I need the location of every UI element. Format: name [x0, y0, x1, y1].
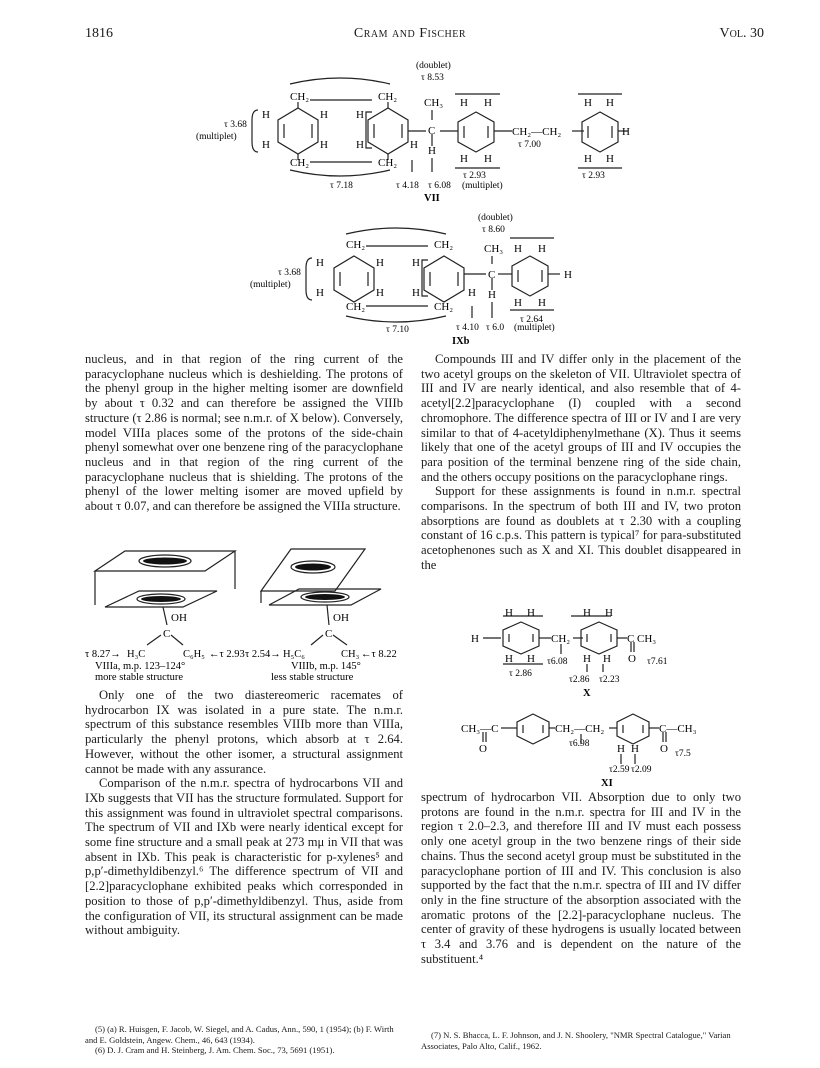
- svg-text:H₅C₆: H₅C₆: [283, 649, 305, 660]
- svg-text:H: H: [488, 289, 496, 301]
- svg-text:H: H: [617, 743, 625, 755]
- running-head-authors: Cram and Fischer: [353, 26, 467, 41]
- svg-text:H: H: [460, 97, 468, 109]
- svg-text:C—CH₃: C—CH₃: [659, 723, 697, 735]
- svg-text:(multiplet): (multiplet): [462, 181, 503, 191]
- svg-text:τ 6.08: τ 6.08: [428, 181, 451, 191]
- volume-label: Vol. 30: [719, 26, 764, 41]
- svg-text:C: C: [325, 628, 333, 640]
- svg-text:H: H: [460, 153, 468, 165]
- svg-text:CH₂: CH₂: [378, 157, 398, 169]
- svg-text:OH: OH: [171, 612, 187, 624]
- svg-text:H: H: [622, 126, 630, 138]
- svg-text:H: H: [468, 287, 476, 299]
- svg-text:H: H: [356, 139, 364, 151]
- figure-x-xi: [421, 608, 741, 788]
- svg-text:τ6.08: τ6.08: [547, 657, 568, 667]
- svg-text:H: H: [316, 287, 324, 299]
- svg-text:τ 3.68: τ 3.68: [278, 268, 301, 278]
- page-number: 1816: [85, 26, 113, 41]
- svg-text:τ 6.0: τ 6.0: [486, 323, 505, 333]
- svg-text:OH: OH: [333, 612, 349, 624]
- svg-text:C: C: [163, 628, 171, 640]
- svg-text:C₆H₅: C₆H₅: [183, 649, 205, 660]
- svg-text:CH₂—CH₂: CH₂—CH₂: [555, 723, 605, 735]
- svg-text:(multiplet): (multiplet): [514, 323, 555, 333]
- svg-text:H: H: [412, 287, 420, 299]
- svg-text:H: H: [316, 257, 324, 269]
- svg-text:(multiplet): (multiplet): [250, 280, 291, 290]
- svg-text:C: C: [488, 269, 496, 281]
- svg-text:CH₃: CH₃: [424, 97, 444, 109]
- svg-text:C: C: [428, 125, 436, 137]
- svg-text:O: O: [660, 743, 668, 755]
- svg-text:τ7.5: τ7.5: [675, 749, 691, 759]
- svg-text:H: H: [320, 109, 328, 121]
- svg-text:H: H: [583, 653, 591, 665]
- svg-text:τ6.98: τ6.98: [569, 739, 590, 749]
- svg-text:H: H: [605, 608, 613, 619]
- paragraph: Compounds III and IV differ only in the placement of the two acetyl groups on the skeleton of VII. Ultraviolet spectra of III and IV are nearly identical, and also resemble that of 4-acetyl[2.2]paracyclophane (I) coupled with a second chromophore. The difference spectra of III or IV and I are very similar to that of 4-acetyldiphenylmethane (X). Thus it seems likely that one of the acetyl groups of III and IV occupies the para position of the terminal benzene ring of the side chain, and the others occupy positions on the paracyclophane rings.: [421, 352, 741, 484]
- viiia-name: VIIIa, m.p. 123–124°: [95, 661, 186, 672]
- svg-text:CH₂—CH₂: CH₂—CH₂: [512, 126, 562, 138]
- footnote: (5) (a) R. Huisgen, F. Jacob, W. Siegel, and A. Cadus, Ann., 590, 1 (1954); (b) F. Wirth and E. Goldstein, Angew. Chem., 46, 643 (1934).: [85, 1024, 394, 1045]
- svg-text:H: H: [606, 97, 614, 109]
- label-xi: XI: [601, 778, 613, 788]
- svg-text:CH₂: CH₂: [551, 633, 571, 645]
- left-column-text-2: [85, 688, 403, 938]
- svg-text:H: H: [356, 109, 364, 121]
- svg-text:τ 7.10: τ 7.10: [386, 325, 409, 335]
- svg-text:H: H: [527, 653, 535, 665]
- right-column-text-1: [421, 352, 741, 573]
- paragraph: Support for these assignments is found in n.m.r. spectral comparisons. In the spectrum of both III and IV, two proton absorptions are found as doublets at τ 2.30 with a coupling constant of 16 c.p.s. This pattern is typical⁷ for para-substituted acetophenones such as X and XI. This doublet disappeared in the: [421, 484, 741, 572]
- svg-text:CH₃: CH₃: [637, 633, 657, 645]
- svg-text:τ2.86: τ2.86: [569, 675, 590, 685]
- svg-text:H: H: [584, 153, 592, 165]
- svg-text:C: C: [627, 633, 635, 645]
- svg-text:H: H: [320, 139, 328, 151]
- svg-text:H: H: [412, 257, 420, 269]
- svg-text:CH₂: CH₂: [434, 239, 454, 251]
- vii-t853: τ 8.53: [421, 73, 444, 83]
- vii-doublet: (doublet): [416, 61, 451, 71]
- figure-viii: [85, 545, 405, 685]
- footnotes-left: [85, 1024, 403, 1056]
- svg-text:CH₂: CH₂: [346, 301, 366, 313]
- svg-text:τ2.59: τ2.59: [609, 765, 630, 775]
- svg-text:CH₃—C: CH₃—C: [461, 723, 499, 735]
- footnote: (7) N. S. Bhacca, L. F. Johnson, and J. N. Shoolery, "NMR Spectral Catalogue," Varian Associates, Palo Alto, Calif., 1962.: [421, 1030, 731, 1051]
- figure-vii-ixb: [0, 50, 820, 350]
- svg-text:τ2.09: τ2.09: [631, 765, 652, 775]
- svg-text:H: H: [514, 243, 522, 255]
- svg-text:H₃C: H₃C: [127, 649, 146, 660]
- ixb-doublet: (doublet): [478, 213, 513, 223]
- paragraph: nucleus, and in that region of the ring current of the paracyclophane nucleus which is deshielding. The protons of the phenyl group in the higher melting isomer are downfield by about τ 0.32 and can therefore be assigned the VIIIb structure (τ 2.86 is normal; see n.m.r. of X below). Conversely, model VIIIa places some of the protons of the side-chain phenyl somewhat over one benzene ring of the paracyclophane nucleus and in that region of the ring current of the paracyclophane nucleus that is shielding. The protons of the phenyl of the lower melting isomer are moved upfield by about τ 0.07, and can therefore be assigned the VIIIa structure.: [85, 352, 403, 514]
- svg-text:CH₂: CH₂: [290, 157, 310, 169]
- paragraph: Only one of the two diastereomeric racemates of hydrocarbon IX was isolated in a pure state. The n.m.r. spectrum of this substance resembles VIIIb more than VIIIa, particularly the phenyl protons, which absorb at τ 2.64. However, without the other isomer, a structural assignment cannot be made with any assurance.: [85, 688, 403, 776]
- svg-text:τ 4.10: τ 4.10: [456, 323, 479, 333]
- viiib-name: VIIIb, m.p. 145°: [291, 661, 361, 672]
- svg-text:τ 2.54→: τ 2.54→: [245, 649, 281, 660]
- svg-text:H: H: [376, 257, 384, 269]
- svg-text:H: H: [564, 269, 572, 281]
- svg-text:H: H: [484, 97, 492, 109]
- svg-text:←τ 8.22: ←τ 8.22: [361, 649, 397, 660]
- svg-text:CH₂: CH₂: [378, 91, 398, 103]
- svg-text:H: H: [603, 653, 611, 665]
- svg-text:H: H: [538, 243, 546, 255]
- svg-text:←τ 2.93: ←τ 2.93: [209, 649, 245, 660]
- paragraph: Comparison of the n.m.r. spectra of hydrocarbons VII and IXb suggests that VII has the structure formulated. Support for this assignment was found in ultraviolet spectral comparisons. The spectrum of VII and IXb were nearly identical except for some fine structure and a small peak at 273 mμ in VII that was absent in IXb. This peak is characteristic for p-xylenes⁵ and p,p′-dimethyldibenzyl.⁶ The difference spectrum of VII and [2.2]paracyclophane exhibited peaks which corresponded in position to those of p,p′-dimethyldibenzyl. Thus, aside from the configuration of VII, its structural assignment can be made without ambiguity.: [85, 776, 403, 938]
- svg-text:H: H: [527, 608, 535, 619]
- viiia-desc: more stable structure: [95, 672, 184, 683]
- svg-text:CH₂: CH₂: [346, 239, 366, 251]
- svg-text:CH₂: CH₂: [290, 91, 310, 103]
- label-vii: VII: [424, 193, 440, 204]
- svg-text:H: H: [410, 139, 418, 151]
- svg-text:H: H: [538, 297, 546, 309]
- svg-text:H: H: [606, 153, 614, 165]
- ixb-t860: τ 8.60: [482, 225, 505, 235]
- svg-text:τ7.61: τ7.61: [647, 657, 668, 667]
- svg-text:τ 8.27→: τ 8.27→: [85, 649, 121, 660]
- left-column-text-1: [85, 352, 403, 514]
- svg-text:H: H: [631, 743, 639, 755]
- svg-text:τ 2.86: τ 2.86: [509, 669, 532, 679]
- paragraph: spectrum of hydrocarbon VII. Absorption due to only two protons are found in the n.m.r. spectra for III and IV in the region τ 2.0–2.3, and therefore III and IV must each possess only one acetyl group in the two benzene rings of their side chains. Thus the second acetyl group must be substituted in the paracyclophane portion of III and IV. This conclusion is also supported by the fact that the n.m.r. spectra of III and IV differ only in the fine structure of the absorption associated with the aromatic protons of the [2.2]-paracyclophane nucleus. The center of gravity of these hydrogens is usually located between τ 3.4 and 3.76 and is dependent on the nature of the substituent.⁴: [421, 790, 741, 966]
- svg-text:τ 2.93: τ 2.93: [463, 171, 486, 181]
- svg-text:O: O: [479, 743, 487, 755]
- svg-text:H: H: [505, 608, 513, 619]
- label-x: X: [583, 688, 591, 699]
- svg-text:H: H: [262, 109, 270, 121]
- svg-text:H: H: [471, 633, 479, 645]
- svg-text:H: H: [584, 97, 592, 109]
- footnotes-right: [421, 1030, 741, 1051]
- label-ixb: IXb: [452, 336, 470, 347]
- svg-text:τ 4.18: τ 4.18: [396, 181, 419, 191]
- svg-text:O: O: [628, 653, 636, 665]
- svg-text:τ2.23: τ2.23: [599, 675, 620, 685]
- svg-text:τ 7.00: τ 7.00: [518, 140, 541, 150]
- svg-text:τ 2.64: τ 2.64: [520, 315, 543, 325]
- svg-text:H: H: [583, 608, 591, 619]
- right-column-text-2: [421, 790, 741, 966]
- svg-text:τ 7.18: τ 7.18: [330, 181, 353, 191]
- svg-text:H: H: [376, 287, 384, 299]
- vii-multiplet: (multiplet): [196, 132, 237, 142]
- svg-text:CH₂: CH₂: [434, 301, 454, 313]
- svg-text:H: H: [505, 653, 513, 665]
- svg-text:H: H: [484, 153, 492, 165]
- svg-text:τ 2.93: τ 2.93: [582, 171, 605, 181]
- svg-text:CH₃: CH₃: [484, 243, 504, 255]
- svg-text:H: H: [428, 145, 436, 157]
- svg-text:CH₃: CH₃: [341, 649, 360, 660]
- vii-t368: τ 3.68: [224, 120, 247, 130]
- svg-text:H: H: [514, 297, 522, 309]
- footnote: (6) D. J. Cram and H. Steinberg, J. Am. Chem. Soc., 73, 5691 (1951).: [95, 1045, 335, 1055]
- svg-text:H: H: [262, 139, 270, 151]
- viiib-desc: less stable structure: [271, 672, 354, 683]
